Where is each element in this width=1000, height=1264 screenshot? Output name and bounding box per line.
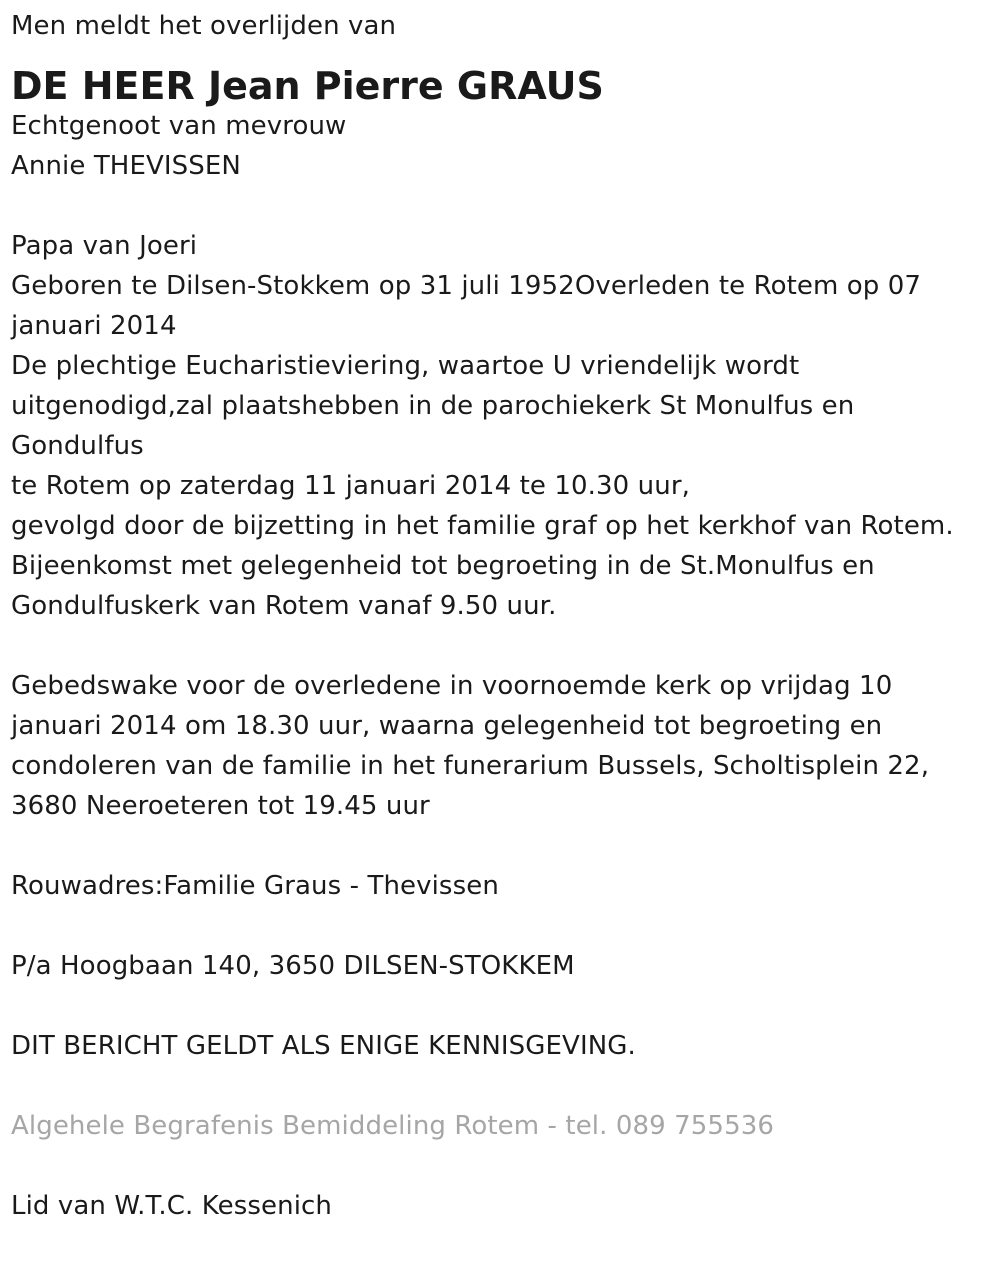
spouse-label: Echtgenoot van mevrouw [11,111,347,141]
ceremony-time-text: te Rotem op zaterdag 11 januari 2014 te 10.30 uur, [11,471,690,501]
spacer [11,1066,986,1106]
mourning-address: Rouwadres:Familie Graus - Thevissen [11,871,499,901]
only-notice-text: DIT BERICHT GELDT ALS ENIGE KENNISGEVING. [11,1031,636,1061]
membership-text: Lid van W.T.C. Kessenich [11,1191,332,1221]
intro-text: Men meldt het overlijden van [11,11,397,41]
burial-text: gevolgd door de bijzetting in het familie graf op het kerkhof van Rotem. [11,511,954,541]
postal-address: P/a Hoogbaan 140, 3650 DILSEN-STOKKEM [11,951,575,981]
deceased-name: DE HEER Jean Pierre GRAUS [11,64,604,108]
death-notice [11,6,986,1226]
birth-death-text: Geboren te Dilsen-Stokkem op 31 juli 1952Overleden te Rotem op 07 januari 2014 [11,271,922,341]
spacer [11,186,986,226]
funeral-home-text: Algehele Begrafenis Bemiddeling Rotem - tel. 089 755536 [11,1111,774,1141]
spacer [11,626,986,666]
spouse-name: Annie THEVISSEN [11,151,241,181]
spacer [11,986,986,1026]
children-text: Papa van Joeri [11,231,198,261]
ceremony-text: De plechtige Eucharistieviering, waartoe U vriendelijk wordt uitgenodigd,zal plaatshebben in de parochiekerk St Monulfus en Gondulfus [11,351,855,461]
gathering-text: Bijeenkomst met gelegenheid tot begroeting in de St.Monulfus en Gondulfuskerk van Rotem vanaf 9.50 uur. [11,551,875,621]
vigil-text: Gebedswake voor de overledene in voornoemde kerk op vrijdag 10 januari 2014 om 18.30 uur, waarna gelegenheid tot begroeting en condoleren van de familie in het funerarium Bussels, Scholtisplein 22, 3680 Neeroeteren tot 19.45 uur [11,671,930,821]
spacer [11,906,986,946]
spacer [11,1146,986,1186]
spacer [11,826,986,866]
